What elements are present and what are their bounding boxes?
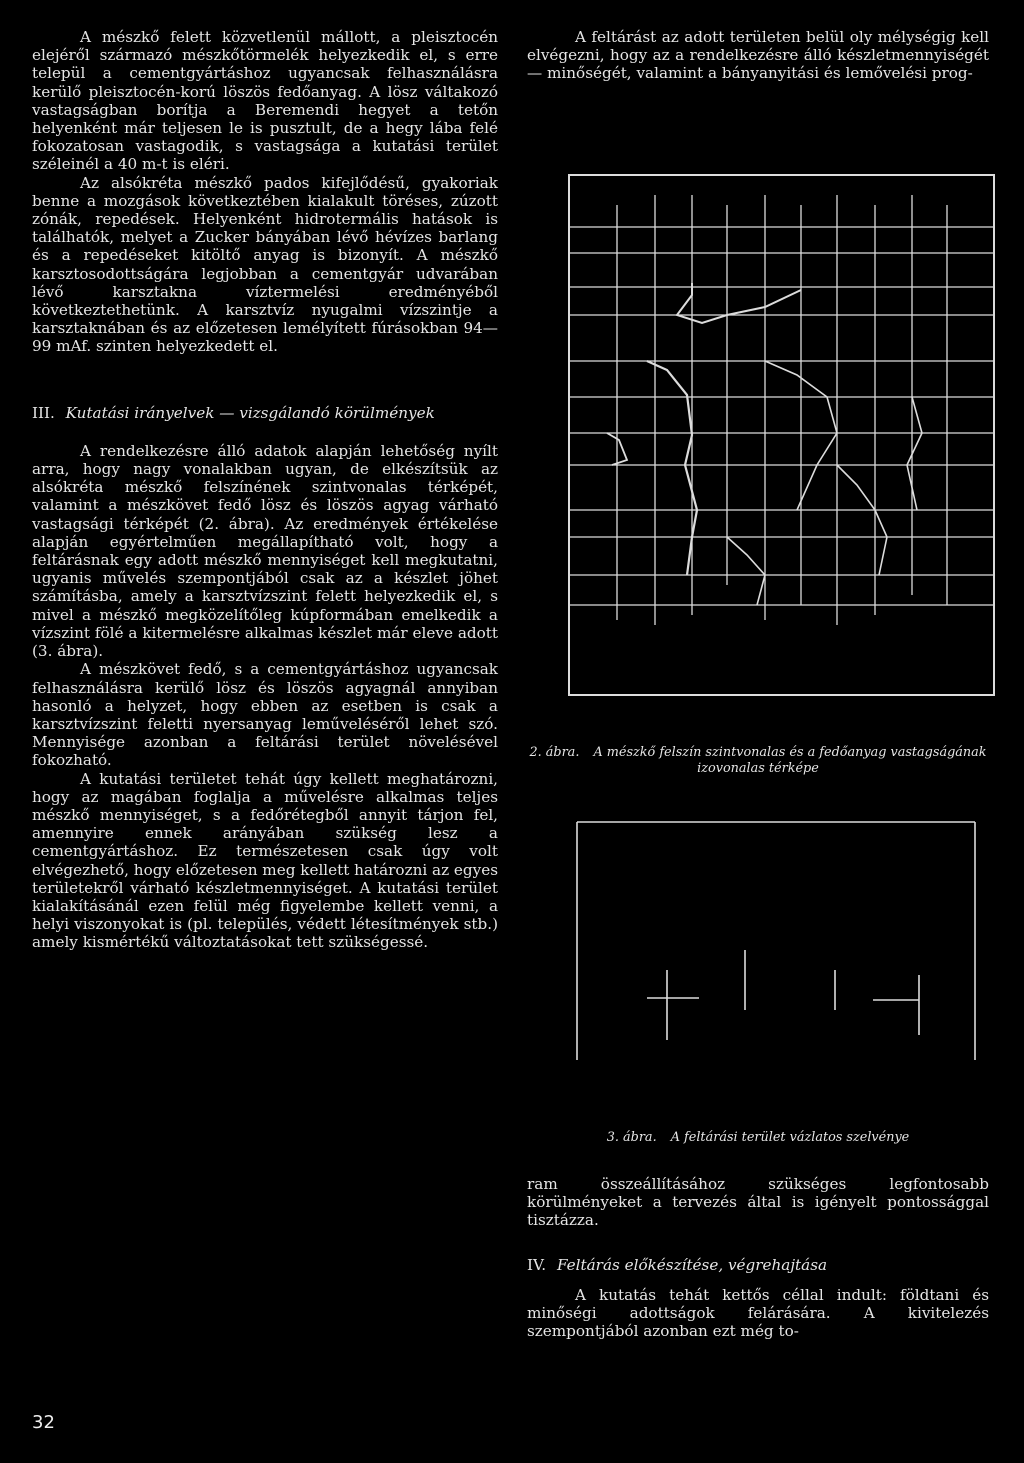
paragraph-loess: A mészkő felett közvetlenül mállott, a pleisztocén elejéről származó mészkőtörmelék helyezkedik el, s erre települ a cementgyártáshoz ugyancsak felhasználásra kerülő pleisztocén-korú löszös fedőanyag. A lösz váltakozó vastagságban borítja a Beremendi hegyet a tetőn helyenként már teljesen le is pusztult, de a hegy lába felé fokozatosan vastagodik, s vastagsága a kutatási terület széleinél a 40 m-t is eléri. <box>32 28 498 174</box>
page-number: 32 <box>32 1412 55 1433</box>
figure-2-map <box>527 165 995 705</box>
figure-2-caption <box>527 745 989 777</box>
figure-2-number: 2. ábra. <box>529 745 580 760</box>
paragraph-data: A rendelkezésre álló adatok alapján lehetőség nyílt arra, hogy nagy vonalakban ugyan, de elkészítsük az alsókréta mészkő felszínének szintvonalas térképét, valamint a mészkövet fedő lösz és löszös agyag várható vastagsági térképét (2. ábra). Az eredmények értékelése alapján egyértelműen megállapítható volt, hogy a feltárásnak egy adott mészkő mennyiséget kell megkutatni, ugyanis művelés szempontjából csak az a készlet jöhet számításba, amely a karsztvízszint felett helyezkedik el, s mivel a mészkő megközelítőleg kúpformában emelkedik a vízszint fölé a kitermelésre alkalmas készlet már eleve adott (3. ábra). <box>32 441 498 661</box>
section-title: Feltárás előkészítése, végrehajtása <box>556 1255 828 1274</box>
figure-3-caption <box>527 1130 989 1146</box>
section-heading-iv <box>527 1256 989 1274</box>
paragraph-program: ram összeállításához szükséges legfontosabb körülményeket a tervezés által is igényelt pontossággal tisztázza. <box>527 1175 989 1230</box>
left-column <box>32 28 498 952</box>
figure-3-section <box>527 810 995 1090</box>
right-column-bottom <box>527 1175 989 1340</box>
figure-3-text: A feltárási terület vázlatos szelvénye <box>670 1130 910 1145</box>
right-column-top <box>527 28 989 83</box>
paragraph-exploration: A feltárást az adott területen belül oly mélységig kell elvégezni, hogy az a rendelkezésre álló készletmennyiségét — minőségét, valamint a bányanyitási és lemővelési prog- <box>527 28 989 83</box>
paragraph-goal: A kutatás tehát kettős céllal indult: földtani és minőségi adottságok felárására. A kivitelezés szempontjából azonban ezt még to- <box>527 1285 989 1341</box>
figure-2-text: A mészkő felszín szintvonalas és a fedőanyag vastagságának izovonalas térképe <box>593 745 987 776</box>
section-number: III. <box>32 403 55 422</box>
paragraph-cover: A mészkövet fedő, s a cementgyártáshoz ugyancsak felhasználásra kerülő lösz és löszös agyagnál annyiban hasonló a helyzet, hogy ebben az esetben is csak a karsztvízszint feletti nyersanyag leműveléséről lehet szó. Mennyisége azonban a feltárási terület növelésével fokozható. <box>32 660 498 770</box>
section-heading-iii <box>32 404 498 422</box>
section-number: IV. <box>527 1255 547 1274</box>
figure-3-number: 3. ábra. <box>606 1130 657 1145</box>
paragraph-limestone: Az alsókréta mészkő pados kifejlődésű, gyakoriak benne a mozgások következtében kialakult töréses, zúzott zónák, repedések. Helyenként hidrotermális hatások is találhatók, melyet a Zucker bányában lévő hévízes barlang és a repedéseket kitöltő anyag is bizonyít. A mészkő karsztosodottságára legjobban a cementgyár udvarában lévő karsztakna víztermelési eredményéből következtethetünk. A karsztvíz nyugalmi vízszintje a karsztaknában és az előzetesen lemélyített fúrásokban 94—99 mAf. szinten helyezkedett el. <box>32 173 498 356</box>
section-title: Kutatási irányelvek — vizsgálandó körülmények <box>65 403 435 422</box>
paragraph-area: A kutatási területet tehát úgy kellett meghatározni, hogy az magában foglalja a művelésre alkalmas teljes mészkő mennyiséget, s a fedőrétegből annyit tárjon fel, amennyire ennek arányában szükség lesz a cementgyártáshoz. Ez természetesen csak úgy volt elvégezhető, hogy előzetesen meg kellett határozni az egyes területekről várható készletmennyiséget. A kutatási terület kialakításánál ezen felül még figyelembe kellett venni, a helyi viszonyokat is (pl. település, védett létesítmények stb.) amely kismértékű változtatásokat tett szükségessé. <box>32 769 498 952</box>
